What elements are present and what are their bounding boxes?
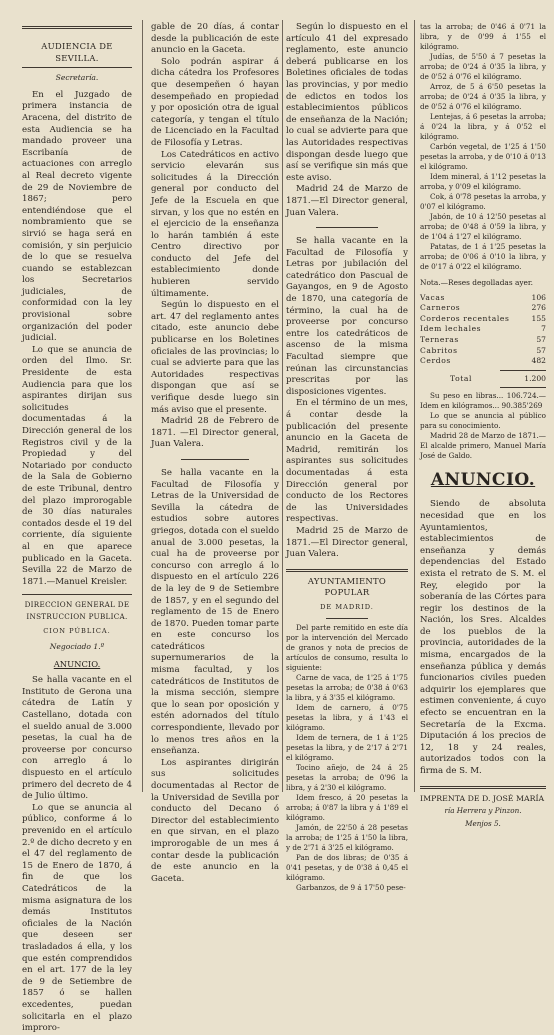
stat-label: Cabritos [420, 345, 458, 355]
slaughter-stats [420, 293, 546, 389]
column-4 [420, 22, 546, 828]
stat-value: 276 [531, 303, 546, 313]
stat-label: Cerdos [420, 356, 451, 366]
section-rule [22, 26, 132, 29]
paragraph: Madrid 25 de Marzo de 1871.—El Director general, Juan Valera. [286, 525, 408, 560]
paragraph: Patatas, de 1 á 1'25 pesetas la arroba; de 0'06 á 0'10 la libra, y de 0'17 á 0'22 el kilógramo. [420, 242, 546, 271]
printer-imprint-address: Menjos 5. [465, 818, 501, 828]
paragraph: Madrid 28 de Marzo de 1871.— El alcalde primero, Manuel María José de Galdo. [420, 431, 546, 461]
column-2 [151, 22, 279, 884]
paragraph: Solo podrán aspirar á dicha cátedra los Profesores que desempeñen ó hayan desempeñado en propiedad y por oposición otra de igual categoría, y tengan el título de Licenciado en la Facultad de Filosofía y Letras. [151, 56, 279, 148]
section-rule [22, 67, 132, 68]
paragraph: Cok, á 0'78 pesetas la arroba, y 0'07 el kilógramo. [420, 192, 546, 211]
stat-value: 57 [536, 334, 546, 344]
section-rule [420, 786, 546, 789]
total-label: Total [450, 373, 473, 383]
section-rule [286, 569, 408, 572]
total-rule [500, 387, 546, 388]
stat-row [420, 293, 546, 304]
stat-row [420, 356, 546, 367]
paragraph: Se halla vacante en la Facultad de Filosofía y Letras de la Universidad de Sevilla la cátedra de estudios sobre autores griegos, dotada con el sueldo anual de 3.000 pesetas, la cual ha de proveerse por concurso con arreglo á lo dispuesto en el artículo 226 de la ley de 9 de Setiembre de 1857, y en el segundo del reglamento de 15 de Enero de 1870. Pueden tomar parte en este concurso los catedráticos supernumerarios de la misma facultad, y los catedráticos de Institutos de la misma sección, siempre que lo sean por oposición y estén adornados del título correspondiente, llevado por lo menos tres años en la enseñanza. [151, 467, 279, 757]
section-subtitle: Secretaría. [55, 73, 99, 83]
paragraph: Jamón, de 22'50 á 28 pesetas la arroba; de 1'25 á 1'50 la libra, y de 2'71 á 3'25 el kilógramo. [286, 822, 408, 852]
paragraph: Lo que se anuncia al público, conforme á lo prevenido en el artículo 2.º de dicho decreto y en el 47 del reglamento de 15 de Enero de 1870, á fin de que los Catedráticos de la misma asignatura de los demás Institutos oficiales de la Nación que deseen ser trasladados á ella, y los que estén comprendidos en el art. 177 de la ley de 9 de Setiembre de 1857 ó se hallen excedentes, puedan solicitarla en el plazo improro- [22, 802, 132, 1034]
stat-row [420, 346, 546, 357]
paragraph: Carne de vaca, de 1'25 á 1'75 pesetas la arroba; de 0'38 á 0'63 la libra, y á 3'35 el kilógramo. [286, 672, 408, 702]
stat-value: 7 [541, 324, 546, 334]
paragraph: Judías, de 5'50 á 7 pesetas la arroba; de 0'24 á 0'35 la libra, y de 0'52 á 0'76 el kilógramo. [420, 52, 546, 81]
section-title: AYUNTAMIENTO POPULAR [307, 575, 387, 598]
stat-value: 482 [531, 356, 546, 366]
paragraph: Madrid 24 de Marzo de 1871.—El Director general, Juan Valera. [286, 184, 408, 218]
section-title: DIRECCION GENERAL DE INSTRUCCION PUBLICA. [24, 600, 130, 621]
paragraph: Lo que se anuncia al público para su conocimiento. [420, 411, 546, 431]
printer-imprint: IMPRENTA DE D. JOSÉ MARÍA [420, 793, 545, 803]
stat-total-row [420, 374, 546, 385]
section-rule [326, 618, 368, 619]
paragraph: Garbanzos, de 9 á 17'50 pese- [296, 882, 406, 892]
stat-label: Vacas [420, 292, 445, 302]
announcement-heading: ANUNCIO. [53, 658, 101, 669]
note-heading: Nota.—Reses degolladas ayer. [420, 278, 534, 287]
paragraph: Idem de ternera, de 1 á 1'25 pesetas la libra, y de 2'17 á 2'71 el kilógramo. [286, 732, 408, 762]
column-divider [142, 20, 143, 792]
stat-value: 57 [536, 345, 546, 355]
section-rule [181, 459, 249, 460]
paragraph: Según lo dispuesto en el artículo 41 del expresado reglamento, este anuncio deberá publicarse en los Boletines oficiales de todas las provincias, y por medio de edictos en todos los establecimientos públicos de enseñanza de la Nación; lo cual se advierte para que las Autoridades respectivas dispongan desde luego que así se verifique sin más que este aviso. [286, 22, 408, 183]
column-divider [414, 20, 415, 792]
total-rule [500, 370, 546, 371]
section-subtitle: Negociado 1.º [49, 642, 105, 652]
stat-row [420, 303, 546, 314]
section-small-title: CION PÚBLICA. [43, 626, 111, 635]
column-3 [286, 22, 408, 892]
paragraph: Idem mineral, á 1'12 pesetas la arroba, y 0'09 el kilógramo. [420, 172, 546, 191]
paragraph: Lo que se anuncia de orden del Ilmo. Sr. Presidente de esta Audiencia para que los aspirantes dirijan sus solicitudes documentadas á la Dirección general de los Registros civil y de la Propiedad y del Notariado por conducto de la Sala de Gobierno de este Tribunal, dentro del plazo improrogable de 30 días naturales contados desde el 19 del corriente, día siguiente al en que aparece publicado en la Gaceta. Sevilla 22 de Marzo de 1871.—Manuel Kreisler. [22, 344, 132, 587]
paragraph: Idem fresco, á 20 pesetas la arroba; á 0'87 la libra y á 1'89 el kilógramo. [286, 792, 408, 822]
paragraph: Arroz, de 5 á 6'50 pesetas la arroba; de 0'24 á 0'35 la libra, y de 0'52 á 0'76 el kilógramo. [420, 82, 546, 111]
section-small-title: DE MADRID. [320, 602, 374, 611]
paragraph: Madrid 28 de Febrero de 1871. —El Director general, Juan Valera. [151, 416, 279, 450]
paragraph: Jabón, de 10 á 12'50 pesetas al arroba; de 0'48 á 0'59 la libra, y de 1'04 á 1'27 el kilógramo. [420, 212, 546, 241]
paragraph: Siendo de absoluta necesidad que en los Ayuntamientos, establecimientos de enseñanza y demás dependencias del Estado exista el retrato de S. M. el Rey, elegido por la soberanía de las Córtes para regir los destinos de la Nación, los Sres. Alcaldes de los pueblos de la provincia, autoridades de la misma, encargados de la enseñanza pública y demás funcionarios civiles pueden adquirir los ejemplares que estimen conveniente, á cuyo efecto se encuentran en la Secretaría de la Excma. Diputación á los precios de 12, 18 y 24 reales, autorizados todos con la firma de S. M. [420, 499, 546, 776]
stat-value: 106 [531, 292, 546, 302]
paragraph: En el término de un mes, á contar desde la publicación del presente anuncio en la Gaceta de Madrid, remitirán los aspirantes sus solicitudes documentadas á esta Dirección general por conducto de los Rectores de las Universidades respectivas. [286, 398, 408, 525]
column-divider [282, 20, 283, 792]
paragraph: Lentejas, á 6 pesetas la arroba; á 0'24 la libra, y á 0'52 el kilógramo. [420, 112, 546, 141]
paragraph: Los aspirantes dirigirán sus solicitudes documentadas al Rector de la Universidad de Sevilla por conducto del Decano ó Director del establecimiento en que sirvan, en el plazo improrogable de un mes á contar desde la publicación de este anuncio en la Gaceta. [151, 757, 279, 884]
section-rule [316, 227, 378, 228]
paragraph: tas la arroba; de 0'46 á 0'71 la libra, y de 0'99 á 1'55 el kilógramo. [420, 22, 546, 51]
stat-value: 155 [531, 313, 546, 323]
paragraph: Se halla vacante en el Instituto de Gerona una cátedra de Latín y Castellano, dotada con el sueldo anual de 3.000 pesetas, la cual ha de proveerse por concurso con arreglo á lo dispuesto en el artículo primero del decreto de 4 de Julio último. [22, 675, 132, 802]
stat-label: Carneros [420, 303, 461, 313]
paragraph: Idem de carnero, á 0'75 pesetas la libra, y á 1'43 el kilógramo. [286, 702, 408, 732]
stat-label: Corderos recentales [420, 313, 510, 323]
paragraph: En el Juzgado de primera instancia de Aracena, del distrito de esta Audiencia se ha mandado proveer una Escribanía de actuaciones con arreglo al Real decreto vigente de 29 de Noviembre de 1867; pero entendiéndose que el nombramiento que se sirvió se haga será en comisión, y sin perjuicio de lo que se resuelva cuando se establezcan los Secretarios judiciales, de conformidad con la ley provisional sobre organización del poder judicial. [22, 89, 132, 344]
stat-label: Terneras [420, 334, 459, 344]
announcement-heading: ANUNCIO. [430, 470, 536, 491]
paragraph: Tocino añejo, de 24 á 25 pesetas la arroba; de 0'96 la libra, y á 2'30 el kilógramo. [286, 762, 408, 792]
section-rule [22, 594, 132, 595]
paragraph: Pan de dos libras; de 0'35 á 0'41 pesetas, y de 0'38 á 0,45 el kilógramo. [286, 852, 408, 882]
total-value: 1.200 [524, 373, 546, 383]
paragraph: Los Catedráticos en activo servicio elevarán sus solicitudes á la Dirección general por conducto del Jefe de la Escuela en que sirvan, y los que no estén en el ejercicio de la enseñanza lo harán también á este Centro directivo por conducto del Jefe del establecimiento donde hubieren servido últimamente. [151, 149, 279, 299]
paragraph: Se halla vacante en la Facultad de Filosofía y Letras por jubilación del catedrático don Pascual de Gayangos, en 9 de Agosto de 1870, una categoría de término, la cual ha de proveerse por concurso entre los catedráticos de ascenso de la misma Facultad siempre que reúnan las circunstancias prescritas por las disposiciones vigentes. [286, 236, 408, 397]
printer-imprint-sub: ría Herrera y Pinzon. [444, 806, 522, 816]
paragraph: Carbón vegetal, de 1'25 á 1'50 pesetas la arroba, y de 0'10 á 0'13 el kilógramo. [420, 142, 546, 171]
stat-row [420, 314, 546, 325]
paragraph: gable de 20 días, á contar desde la publicación de este anuncio en la Gaceta. [151, 22, 279, 56]
column-1 [22, 22, 132, 1034]
stat-label: Idem lechales [420, 324, 482, 334]
stat-row [420, 335, 546, 346]
stat-row [420, 324, 546, 335]
paragraph: Según lo dispuesto en el art. 47 del reglamento antes citado, este anuncio debe publicarse en los Boletines oficiales de las provincias; lo cual se advierte para que las Autoridades respectivas dispongan que así se verifique desde luego sin más aviso que el presente. [151, 300, 279, 415]
paragraph: Su peso en libras... 106.724.— Idem en kilógramos... 90.385'269 [420, 391, 546, 411]
section-title: AUDIENCIA DE SEVILLA. [41, 41, 113, 63]
paragraph: Del parte remitido en este día por la intervención del Mercado de granos y nota de precios de artículos de consumo, resulta lo siguiente: [286, 622, 408, 672]
